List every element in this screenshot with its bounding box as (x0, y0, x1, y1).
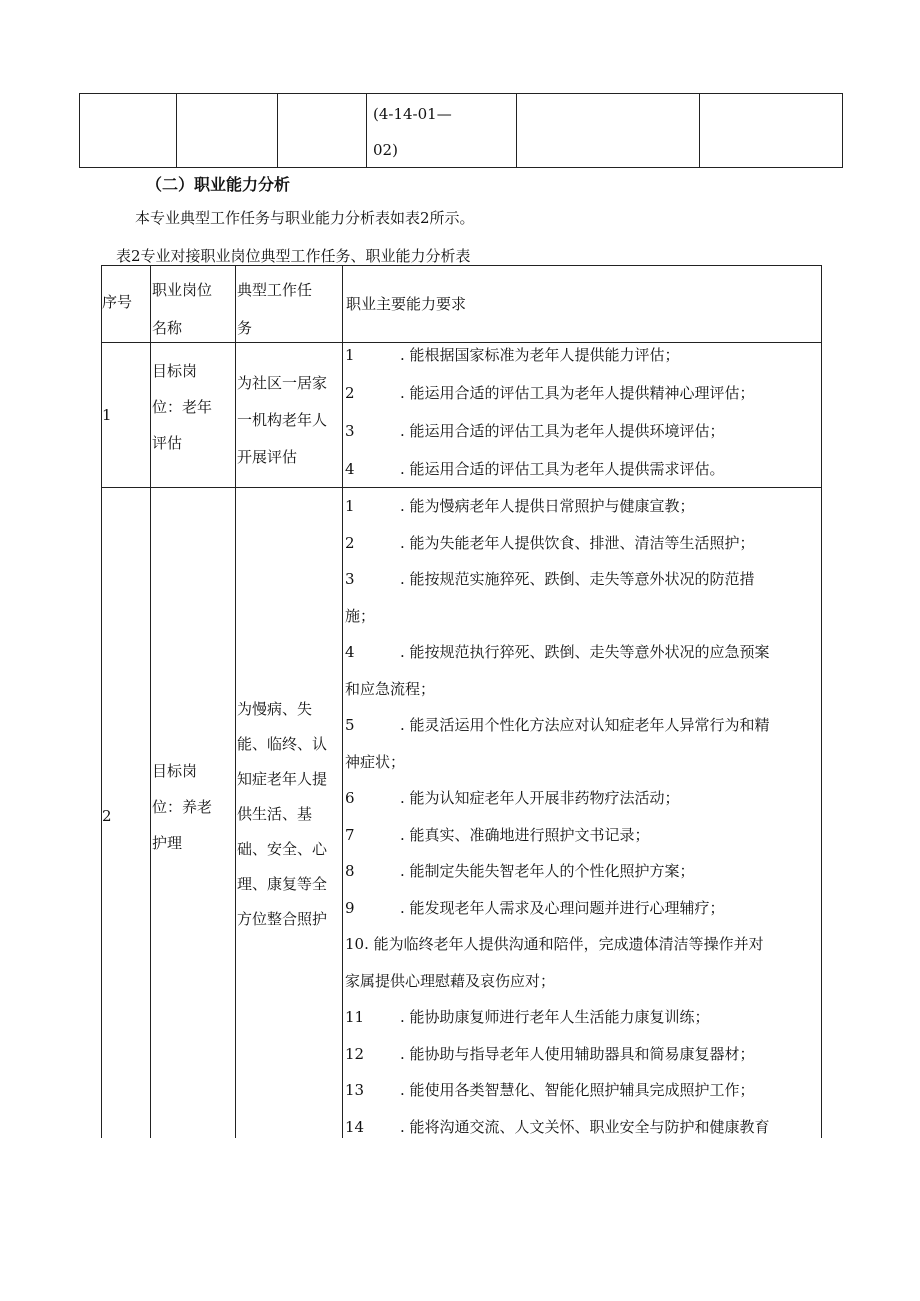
req-line: 家属提供心理慰藉及哀伤应对； (345, 971, 556, 990)
req-line: 6 . 能为认知症老年人开展非药物疗法活动； (345, 789, 680, 807)
req-line: 施； (345, 606, 376, 625)
table-header-row (102, 266, 822, 343)
table-row (102, 488, 822, 1140)
row1-seq: 1 (102, 343, 151, 488)
empty-cell (517, 94, 700, 168)
section-heading: （二）职业能力分析 (146, 175, 291, 194)
req-line: 7 . 能真实、准确地进行照护文书记录； (345, 825, 650, 844)
empty-cell (80, 94, 177, 168)
header-seq: 序号 (102, 266, 151, 343)
row2-requirements (343, 488, 822, 1140)
table-row (102, 343, 822, 488)
header-post: 职业岗位 名称 (151, 266, 236, 343)
header-requirements: 职业主要能力要求 (343, 266, 822, 343)
req-line: 和应急流程； (345, 679, 436, 698)
row1-task: 为社区一居家 一机构老年人 开展评估 (236, 343, 343, 488)
row2-post: 目标岗 位：养老 护理 (151, 488, 236, 1140)
req-line: 1 . 能为慢病老年人提供日常照护与健康宣教； (345, 497, 695, 515)
req-line: 1 . 能根据国家标准为老年人提供能力评估； (345, 346, 680, 364)
header-task: 典型工作任 务 (236, 266, 343, 343)
table-caption: 表2专业对接职业岗位典型工作任务、职业能力分析表 (116, 247, 471, 265)
req-line: 11 . 能协助康复师进行老年人生活能力康复训练； (345, 1008, 710, 1026)
req-line: 神症状； (345, 752, 406, 771)
req-line: 3 . 能按规范实施猝死、跌倒、走失等意外状况的防范措 (345, 570, 755, 588)
empty-cell (700, 94, 843, 168)
req-line: 10. 能为临终老年人提供沟通和陪伴，完成遗体清洁等操作并对 (345, 935, 764, 953)
req-line: 4 . 能运用合适的评估工具为老年人提供需求评估。 (345, 460, 725, 478)
continued-table (79, 93, 843, 168)
req-line: 8 . 能制定失能失智老年人的个性化照护方案； (345, 862, 695, 880)
req-line: 5 . 能灵活运用个性化方法应对认知症老年人异常行为和精 (345, 716, 770, 734)
req-line: 12 . 能协助与指导老年人使用辅助器具和简易康复器材； (345, 1044, 755, 1063)
row2-seq: 2 (102, 488, 151, 1140)
occupation-code-cell (367, 94, 517, 168)
row1-post: 目标岗 位：老年 评估 (151, 343, 236, 488)
req-line: 9 . 能发现老年人需求及心理问题并进行心理辅疗； (345, 898, 725, 917)
row2-task: 为慢病、失 能、临终、认 知症老年人提 供生活、基 础、安全、心 理、康复等全 方位整合照护 (236, 488, 343, 1140)
page-bottom-margin (0, 1138, 920, 1301)
req-line: 2 . 能为失能老年人提供饮食、排泄、清洁等生活照护； (345, 533, 755, 552)
req-line: 14 . 能将沟通交流、人文关怀、职业安全与防护和健康教育 (345, 1117, 770, 1136)
req-line: 2 . 能运用合适的评估工具为老年人提供精神心理评估； (345, 384, 755, 402)
row1-requirements (343, 343, 822, 488)
req-line: 3 . 能运用合适的评估工具为老年人提供环境评估； (345, 422, 725, 440)
intro-paragraph: 本专业典型工作任务与职业能力分析表如表2所示。 (135, 209, 475, 227)
req-line: 13 . 能使用各类智慧化、智能化照护辅具完成照护工作； (345, 1081, 755, 1099)
empty-cell (278, 94, 367, 168)
occupation-code-line-2: 02) (373, 141, 398, 159)
occupation-code-line-1: (4-14-01— (373, 105, 452, 123)
ability-analysis-table (101, 265, 822, 1140)
empty-cell (177, 94, 278, 168)
req-line: 4 . 能按规范执行猝死、跌倒、走失等意外状况的应急预案 (345, 643, 770, 661)
